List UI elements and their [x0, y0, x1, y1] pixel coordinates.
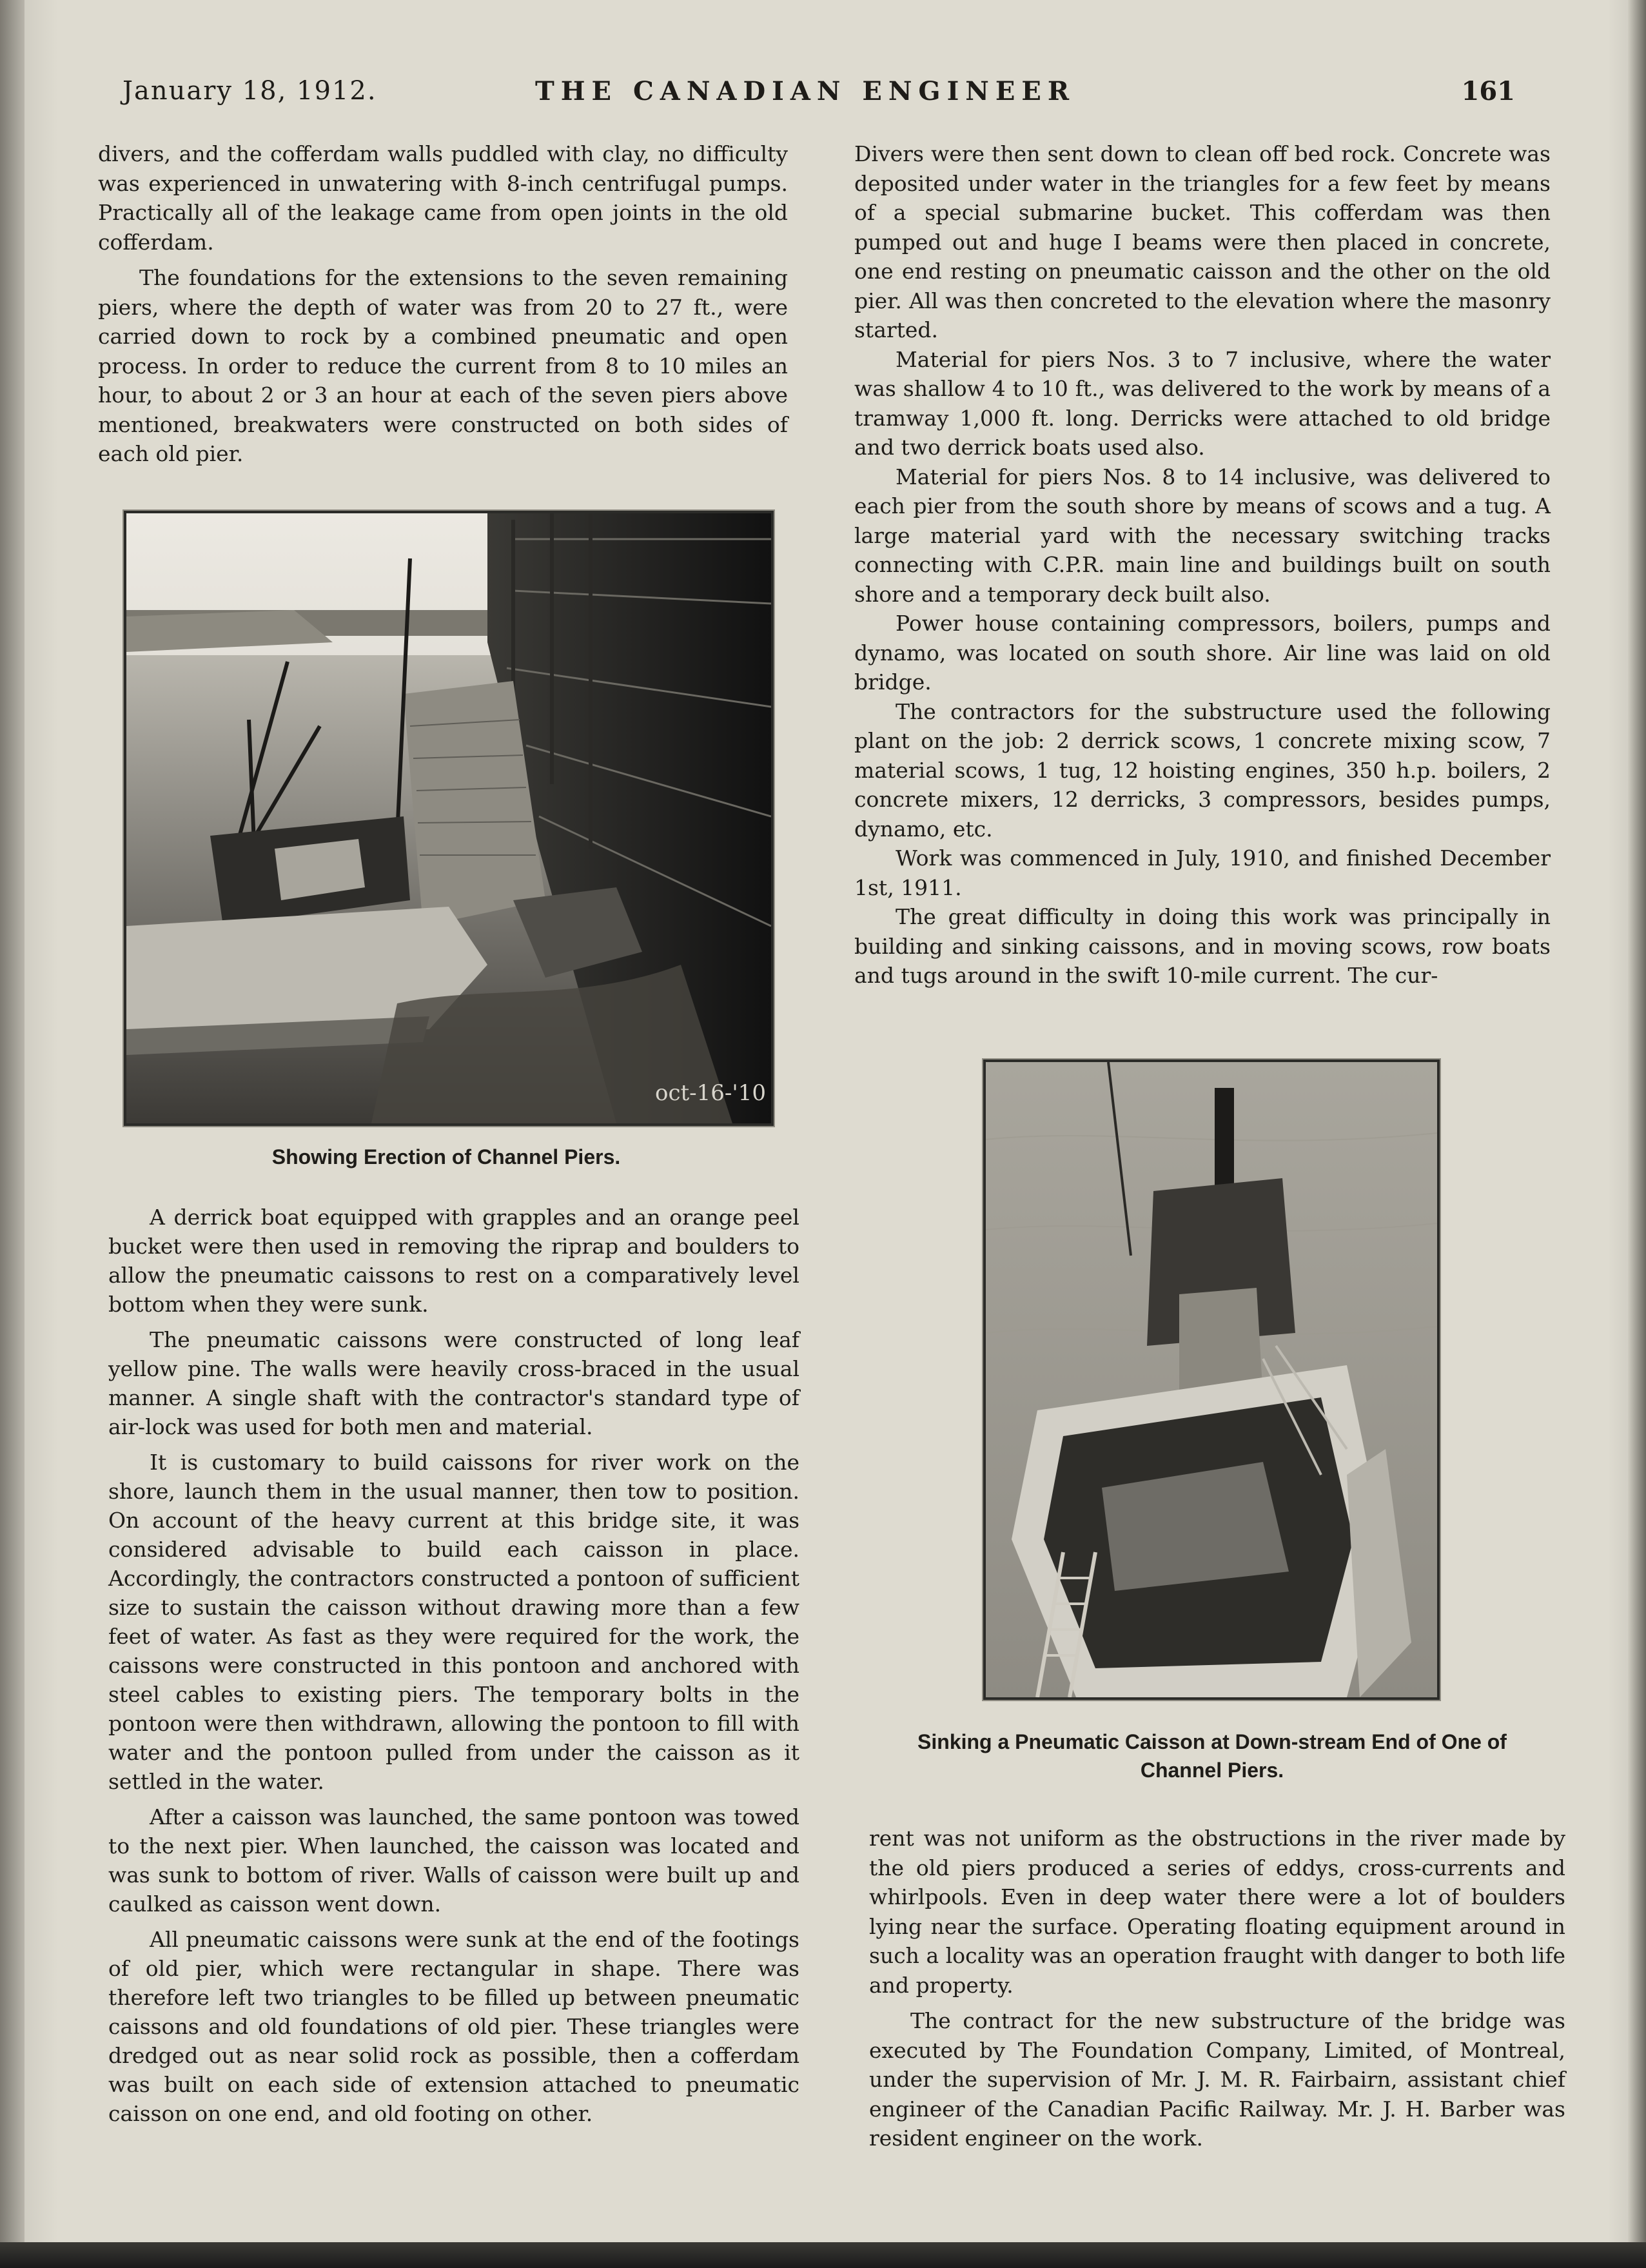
running-header — [122, 76, 1515, 121]
photo-date-mark: oct-16-'10 — [655, 1080, 767, 1106]
paragraph: Divers were then sent down to clean off bed rock. Concrete was deposited under water in the triangles for a few feet by means of a special submarine bucket. This cofferdam was then pumped out and huge I beams were then placed in concrete, one end resting on pneumatic caisson and the other on the old pier. All was then concreted to the elevation where the masonry started. — [854, 141, 1551, 342]
page-bottom-edge — [0, 2242, 1646, 2268]
paragraph: The foundations for the extensions to the seven remaining piers, where the depth of water was from 20 to 27 ft., were carried down to rock by a combined pneumatic and open process. In order to reduce the current from 8 to 10 miles an hour, to about 2 or 3 an hour at each of the seven piers above mentioned, breakwaters were constructed on both sides of each old pier. — [98, 265, 788, 466]
paragraph: divers, and the cofferdam walls puddled with clay, no difficulty was experienced in unwatering with 8-inch centrifugal pumps. Practically all of the leakage came from open joints in the old cofferdam. — [98, 141, 788, 255]
paragraph: Material for piers Nos. 8 to 14 inclusive, was delivered to each pier from the south shore by means of scows and a tug. A large material yard with the necessary switching tracks connecting with C.P.R. main line and buildings built on south shore and a temporary deck built also. — [854, 464, 1551, 607]
paragraph: The great difficulty in doing this work was principally in building and sinking caissons, and in moving scows, row boats and tugs around in the swift 10-mile current. The cur- — [854, 904, 1551, 988]
right-column-bottom — [869, 1824, 1565, 2153]
photo-channel-piers-illustration — [126, 513, 771, 1123]
paragraph: The pneumatic caissons were constructed of long leaf yellow pine. The walls were heavily cross-braced in the usual manner. A single shaft with the contractor's standard type of air-lock was used for both men and material. — [108, 1327, 799, 1439]
paragraph: Power house containing compressors, boilers, pumps and dynamo, was located on south shore. Air line was laid on old bridge. — [854, 611, 1551, 695]
right-column-top — [854, 139, 1551, 991]
left-column-top — [98, 139, 788, 469]
page-binding-shadow — [0, 0, 24, 2268]
paragraph: All pneumatic caissons were sunk at the end of the footings of old pier, which were rectangular in shape. There was therefore left two triangles to be filled up between pneumatic caissons and old foundations of old pier. These triangles were dredged out as near solid rock as possible, then a cofferdam was built on each side of extension attached to pneumatic caisson on one end, and old footing on other. — [108, 1927, 799, 2126]
paragraph: After a caisson was launched, the same pontoon was towed to the next pier. When launched, the caisson was located and was sunk to bottom of river. Walls of caisson were built up and caulked as caisson went down. — [108, 1804, 799, 1917]
paragraph: The contractors for the substructure used the following plant on the job: 2 derrick scows, 1 concrete mixing scow, 7 material scows, 1 tug, 12 hoisting engines, 350 h.p. boilers, 2 concrete mixers, 12 derricks, 3 compressors, besides pumps, dynamo, etc. — [854, 698, 1551, 842]
photo-channel-piers — [124, 511, 774, 1126]
issue-date: January 18, 1912. — [122, 76, 377, 106]
paragraph: Material for piers Nos. 3 to 7 inclusive, where the water was shallow 4 to 10 ft., was delivered to the work by means of a tramway 1,000 ft. long. Derricks were attached to old bridge and two derrick boats used also. — [854, 346, 1551, 460]
figure-caption: Sinking a Pneumatic Caisson at Down-stream End of One of Channel Piers. — [917, 1730, 1507, 1782]
paragraph: rent was not uniform as the obstructions in the river made by the old piers produced a series of eddys, cross-currents and whirlpools. Even in deep water there were a lot of boulders lying near the surface. Operating floating equipment around in such a locality was an operation fraught with danger to both life and property. — [869, 1826, 1565, 1998]
paragraph: The contract for the new substructure of the bridge was executed by The Foundation Company, Limited, of Montreal, under the supervision of Mr. J. M. R. Fairbairn, assistant chief engineer of the Canadian Pacific Railway. Mr. J. H. Barber was resident engineer on the work. — [869, 2008, 1565, 2151]
paragraph: A derrick boat equipped with grapples and an orange peel bucket were then used in removing the riprap and boulders to allow the pneumatic caissons to rest on a comparatively level bottom when they were sunk. — [108, 1205, 799, 1317]
page-number: 161 — [1461, 76, 1515, 106]
paragraph: It is customary to build caissons for river work on the shore, launch them in the usual manner, then tow to position. On account of the heavy current at this bridge site, it was considered advisable to build each caisson in place. Accordingly, the contractors constructed a pontoon of sufficient size to sustain the caisson without drawing more than a few feet of water. As fast as they were required for the work, the caissons were constructed in this pontoon and anchored with steel cables to existing piers. The temporary bolts in the pontoon were then withdrawn, allowing the pontoon to fill with water and the pontoon pulled from under the caisson as it settled in the water. — [108, 1450, 799, 1794]
paragraph: Work was commenced in July, 1910, and finished December 1st, 1911. — [854, 845, 1551, 900]
photo-sinking-caisson-illustration — [986, 1062, 1437, 1697]
page-right-edge — [1628, 0, 1646, 2268]
figure-caption: Showing Erection of Channel Piers. — [271, 1145, 621, 1169]
left-column-bottom — [108, 1203, 799, 2128]
photo-sinking-caisson — [983, 1060, 1440, 1700]
journal-title: THE CANADIAN ENGINEER — [535, 76, 1076, 106]
